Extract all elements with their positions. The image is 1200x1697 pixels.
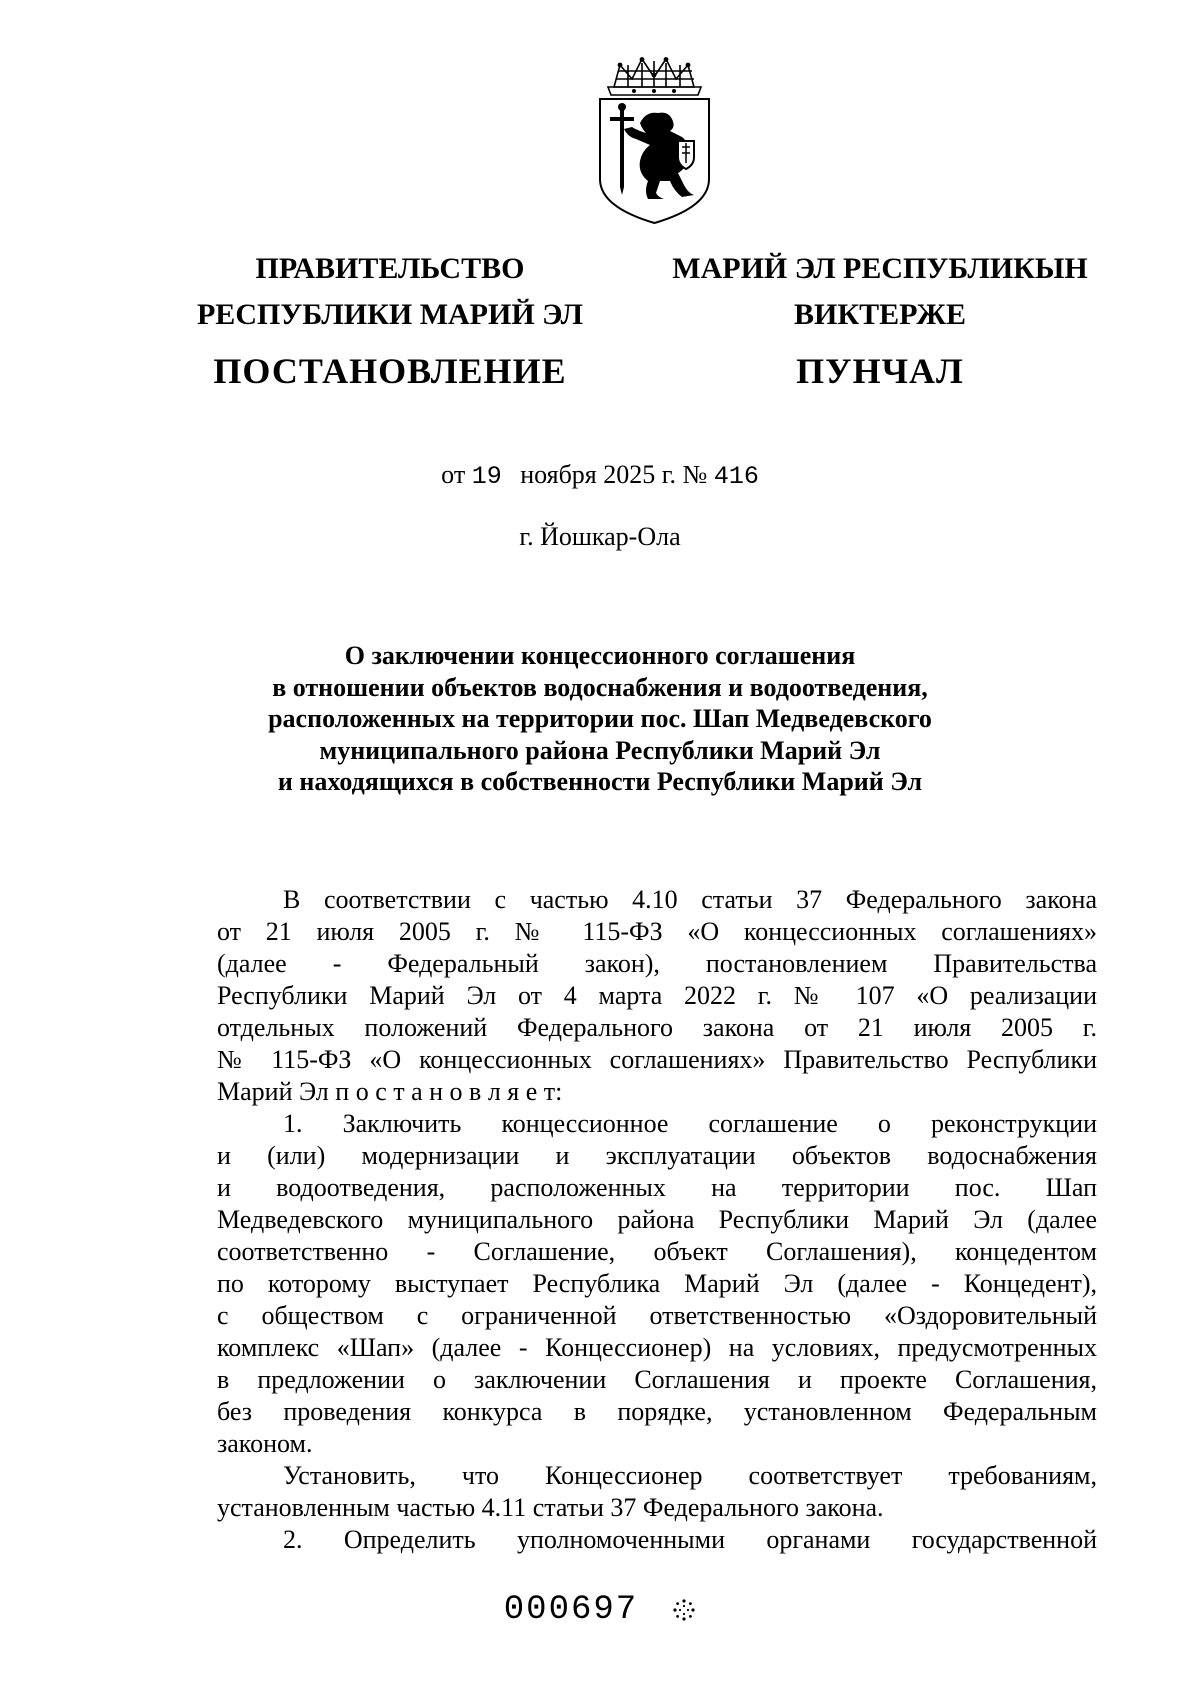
body-line: Медведевского муниципального района Республики Марий Эл (далее [217,1205,1097,1234]
body-line: 1. Заключить концессионное соглашение о реконструкции [283,1109,1097,1138]
title-line: расположенных на территории пос. Шап Медведевского [268,704,932,733]
body-line: с обществом с ограниченной ответственностью «Оздоровительный [217,1301,1097,1330]
body-line: и (или) модернизации и эксплуатации объектов водоснабжения [217,1141,1097,1170]
body-line: от 21 июля 2005 г. № 115-ФЗ «О концессионных соглашениях» [217,917,1097,946]
header-right [655,246,1105,394]
document-number: 416 [713,462,759,491]
date-day: 19 [471,462,502,491]
org-name-line: МАРИЙ ЭЛ РЕСПУБЛИКЫН [672,252,1088,285]
body-line: Установить, что Концессионер соответствует требованиям, [283,1461,1097,1490]
city: г. Йошкар-Ола [519,522,681,551]
coat-of-arms-emblem [594,57,715,227]
body-line: по которому выступает Республика Марий Эл (далее - Концедент), [217,1269,1097,1298]
date-prefix: от [441,460,466,489]
body-line: соответственно - Соглашение, объект Соглашения), концедентом [217,1237,1097,1266]
body-line: Республики Марий Эл от 4 марта 2022 г. № 107 «О реализации [217,981,1097,1010]
page-footer [0,1591,1200,1629]
header-left [190,246,590,394]
title-line: муниципального района Республики Марий Эл [319,735,881,765]
org-name-line: ПРАВИТЕЛЬСТВО [255,252,525,285]
body-line: В соответствии с частью 4.10 статьи 37 Федерального закона [283,885,1097,914]
document-body [217,884,1097,1556]
body-line: Марий Эл п о с т а н о в л я е т: [217,1077,563,1106]
org-name-line: ВИКТЕРЖЕ [793,298,967,331]
title-line: О заключении концессионного соглашения [344,641,856,670]
org-name-line: РЕСПУБЛИКИ МАРИЙ ЭЛ [196,298,583,331]
date-month-year: ноября 2025 г. № [520,460,708,489]
body-line: в предложении о заключении Соглашения и проекте Соглашения, [217,1365,1097,1394]
body-line: и водоотведения, расположенных на территории пос. Шап [217,1173,1097,1202]
body-line: 2. Определить уполномоченными органами государственной [283,1525,1097,1554]
body-line: комплекс «Шап» (далее - Концессионер) на условиях, предусмотренных [217,1333,1097,1362]
body-line: (далее - Федеральный закон), постановлением Правительства [217,949,1097,978]
document-kind: ПОСТАНОВЛЕНИЕ [213,351,567,391]
date-line [0,460,1200,491]
title-line: в отношении объектов водоснабжения и водоотведения, [272,672,928,702]
body-line: установленным частью 4.11 статьи 37 Федерального закона. [217,1493,884,1522]
body-line: законом. [217,1429,313,1458]
serial-number: 000697 [503,1591,639,1629]
title-line: и находящихся в собственности Республики Марий Эл [277,767,923,796]
document-kind: ПУНЧАЛ [796,351,964,391]
body-line: без проведения конкурса в порядке, установленном Федеральным [217,1397,1097,1426]
body-line: № 115-ФЗ «О концессионных соглашениях» Правительство Республики [217,1045,1097,1074]
body-line: отдельных положений Федерального закона от 21 июля 2005 г. [217,1013,1097,1042]
security-mark-icon [672,1598,696,1622]
document-title [0,640,1200,798]
